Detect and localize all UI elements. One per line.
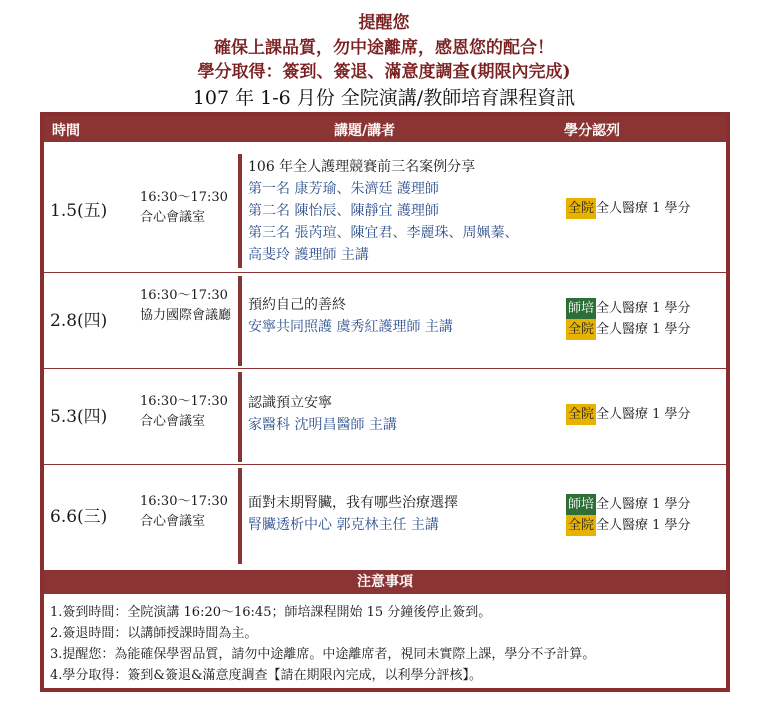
session-row: [44, 152, 726, 272]
credit-item: [566, 515, 691, 536]
credit-text: 全人醫療 1 學分: [596, 322, 691, 337]
session-row: [44, 370, 726, 464]
credit-tag: 全院: [566, 404, 596, 425]
column-header-credit: 學分認列: [564, 123, 620, 139]
session-date: 6.6(三): [50, 507, 108, 527]
session-time-location: [140, 188, 240, 228]
credit-item: [566, 298, 691, 319]
note-item: 4.學分取得：簽到&簽退&滿意度調查【請在期限內完成，以利學分評核】。: [50, 668, 483, 683]
reminder-credit-line: 學分取得：簽到、簽退、滿意度調查(期限內完成): [197, 62, 571, 82]
row-divider-bar: [238, 372, 242, 462]
session-location: 協力國際會議廳: [140, 308, 232, 323]
table-header-bar: [44, 116, 726, 142]
credit-text: 全人醫療 1 學分: [596, 407, 691, 422]
row-separator: [44, 464, 726, 465]
session-topic-block: [248, 156, 518, 266]
credit-tag: 師培: [566, 298, 596, 319]
session-speaker-line: 第二名 陳怡辰、陳靜宜 護理師: [248, 203, 439, 219]
credit-text: 全人醫療 1 學分: [596, 201, 691, 216]
session-location: 合心會議室: [140, 514, 206, 529]
session-time-location: [140, 392, 240, 432]
session-time-location: [140, 286, 240, 326]
row-separator: [44, 368, 726, 369]
note-item: 3.提醒您：為能確保學習品質，請勿中途離席。中途離席者，視同未實際上課，學分不予計算。: [50, 647, 596, 662]
session-date: 1.5(五): [50, 201, 108, 221]
session-time: 16:30～17:30: [140, 288, 228, 303]
column-header-topic: 講題/講者: [334, 123, 396, 139]
session-speaker-line: 高斐玲 護理師 主講: [248, 247, 369, 263]
schedule-table: [40, 112, 730, 692]
session-topic-block: [248, 492, 458, 536]
credit-text: 全人醫療 1 學分: [596, 301, 691, 316]
notes-list: [50, 602, 595, 686]
session-credits: [566, 404, 691, 425]
credit-item: [566, 494, 691, 515]
session-topic: 106 年全人護理競賽前三名案例分享: [248, 159, 476, 175]
note-item: 1.簽到時間：全院演講 16:20～16:45；師培課程開始 15 分鐘後停止簽到。: [50, 605, 492, 620]
reminder-heading: 提醒您: [358, 13, 410, 33]
session-location: 合心會議室: [140, 210, 206, 225]
session-time: 16:30～17:30: [140, 494, 228, 509]
credit-text: 全人醫療 1 學分: [596, 518, 691, 533]
session-date: 5.3(四): [50, 407, 108, 427]
session-speaker-line: 家醫科 沈明昌醫師 主講: [248, 417, 397, 433]
session-time: 16:30～17:30: [140, 190, 228, 205]
session-date: 2.8(四): [50, 311, 108, 331]
column-header-time: 時間: [52, 123, 80, 139]
session-topic: 面對末期腎臟，我有哪些治療選擇: [248, 495, 458, 511]
session-time-location: [140, 492, 240, 532]
session-row: [44, 274, 726, 368]
credit-item: [566, 319, 691, 340]
row-divider-bar: [238, 468, 242, 564]
session-credits: [566, 494, 691, 536]
note-item: 2.簽退時間：以講師授課時間為主。: [50, 626, 258, 641]
session-credits: [566, 198, 691, 219]
row-divider-bar: [238, 154, 242, 268]
credit-text: 全人醫療 1 學分: [596, 497, 691, 512]
session-row: [44, 466, 726, 566]
row-separator: [44, 272, 726, 273]
reminder-quality-line: 確保上課品質，勿中途離席，感恩您的配合！: [214, 38, 554, 58]
session-credits: [566, 298, 691, 340]
row-divider-bar: [238, 276, 242, 366]
credit-tag: 全院: [566, 198, 596, 219]
page-title: 107 年 1-6 月份 全院演講/教師培育課程資訊: [192, 87, 576, 109]
session-speaker-line: 第一名 康芳瑜、朱濟廷 護理師: [248, 181, 439, 197]
credit-item: [566, 404, 691, 425]
session-topic: 預約自己的善終: [248, 297, 346, 313]
session-speaker-line: 第三名 張芮瑄、陳宜君、李麗珠、周姵蓁、: [248, 225, 519, 241]
session-topic-block: [248, 294, 453, 338]
session-location: 合心會議室: [140, 414, 206, 429]
notes-heading: 注意事項: [44, 570, 726, 594]
credit-tag: 師培: [566, 494, 596, 515]
credit-item: [566, 198, 691, 219]
session-speaker-line: 腎臟透析中心 郭克林主任 主講: [248, 517, 439, 533]
credit-tag: 全院: [566, 319, 596, 340]
session-time: 16:30～17:30: [140, 394, 228, 409]
session-topic: 認識預立安寧: [248, 395, 332, 411]
session-speaker-line: 安寧共同照護 虞秀紅護理師 主講: [248, 319, 453, 335]
session-topic-block: [248, 392, 397, 436]
credit-tag: 全院: [566, 515, 596, 536]
